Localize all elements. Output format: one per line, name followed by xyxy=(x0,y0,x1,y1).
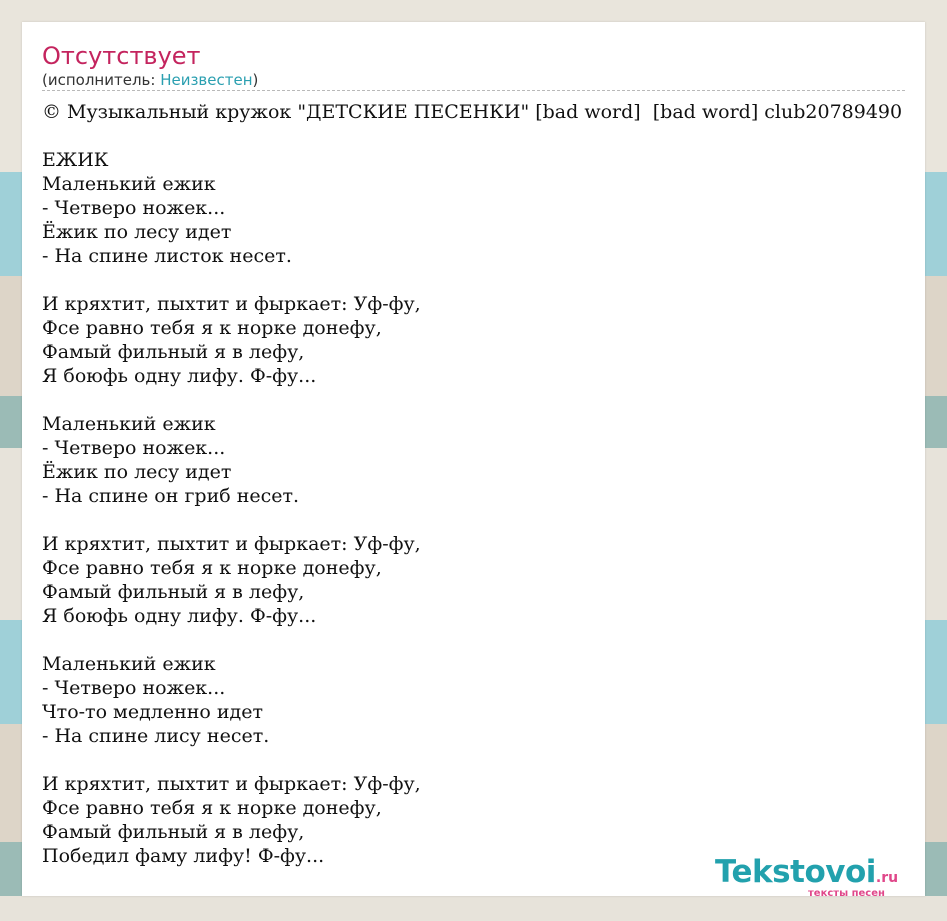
song-title: Отсутствует xyxy=(42,42,201,70)
dotted-divider xyxy=(42,90,905,91)
lyrics-card xyxy=(22,22,925,896)
site-logo[interactable] xyxy=(715,854,899,896)
background-stripe xyxy=(0,896,947,921)
artist-suffix: ) xyxy=(252,71,259,89)
artist-prefix: (исполнитель: xyxy=(42,71,161,89)
artist-link[interactable]: Неизвестен xyxy=(160,71,253,89)
logo-domain: .ru xyxy=(875,870,899,886)
lyrics-text: © Музыкальный кружок "ДЕТСКИЕ ПЕСЕНКИ" [bad word] [bad word] club20789490 ЕЖИК Маленький ежик - Четверо ножек... Ёжик по лесу идет - На спине листок несет. И кряхтит, пыхтит и фыркает: Уф-фу, Фсе равно тебя я к норке донефу, Фамый фильный я в лефу, Я боюфь одну лифу. Ф-фу... Маленький ежик - Четверо ножек... Ёжик по лесу идет - На спине он гриб несет. И кряхтит, пыхтит и фыркает: Уф-фу, Фсе равно тебя я к норке донефу, Фамый фильный я в лефу, Я боюфь одну лифу. Ф-фу... Маленький ежик - Четверо ножек... Что-то медленно идет - На спине лису несет. И кряхтит, пыхтит и фыркает: Уф-фу, Фсе равно тебя я к норке донефу, Фамый фильный я в лефу, Победил фаму лифу! Ф-фу... xyxy=(42,101,903,867)
logo-wordmark: Tekstovoi xyxy=(715,854,876,890)
artist-line xyxy=(42,71,258,89)
logo-tagline: тексты песен xyxy=(808,888,885,896)
